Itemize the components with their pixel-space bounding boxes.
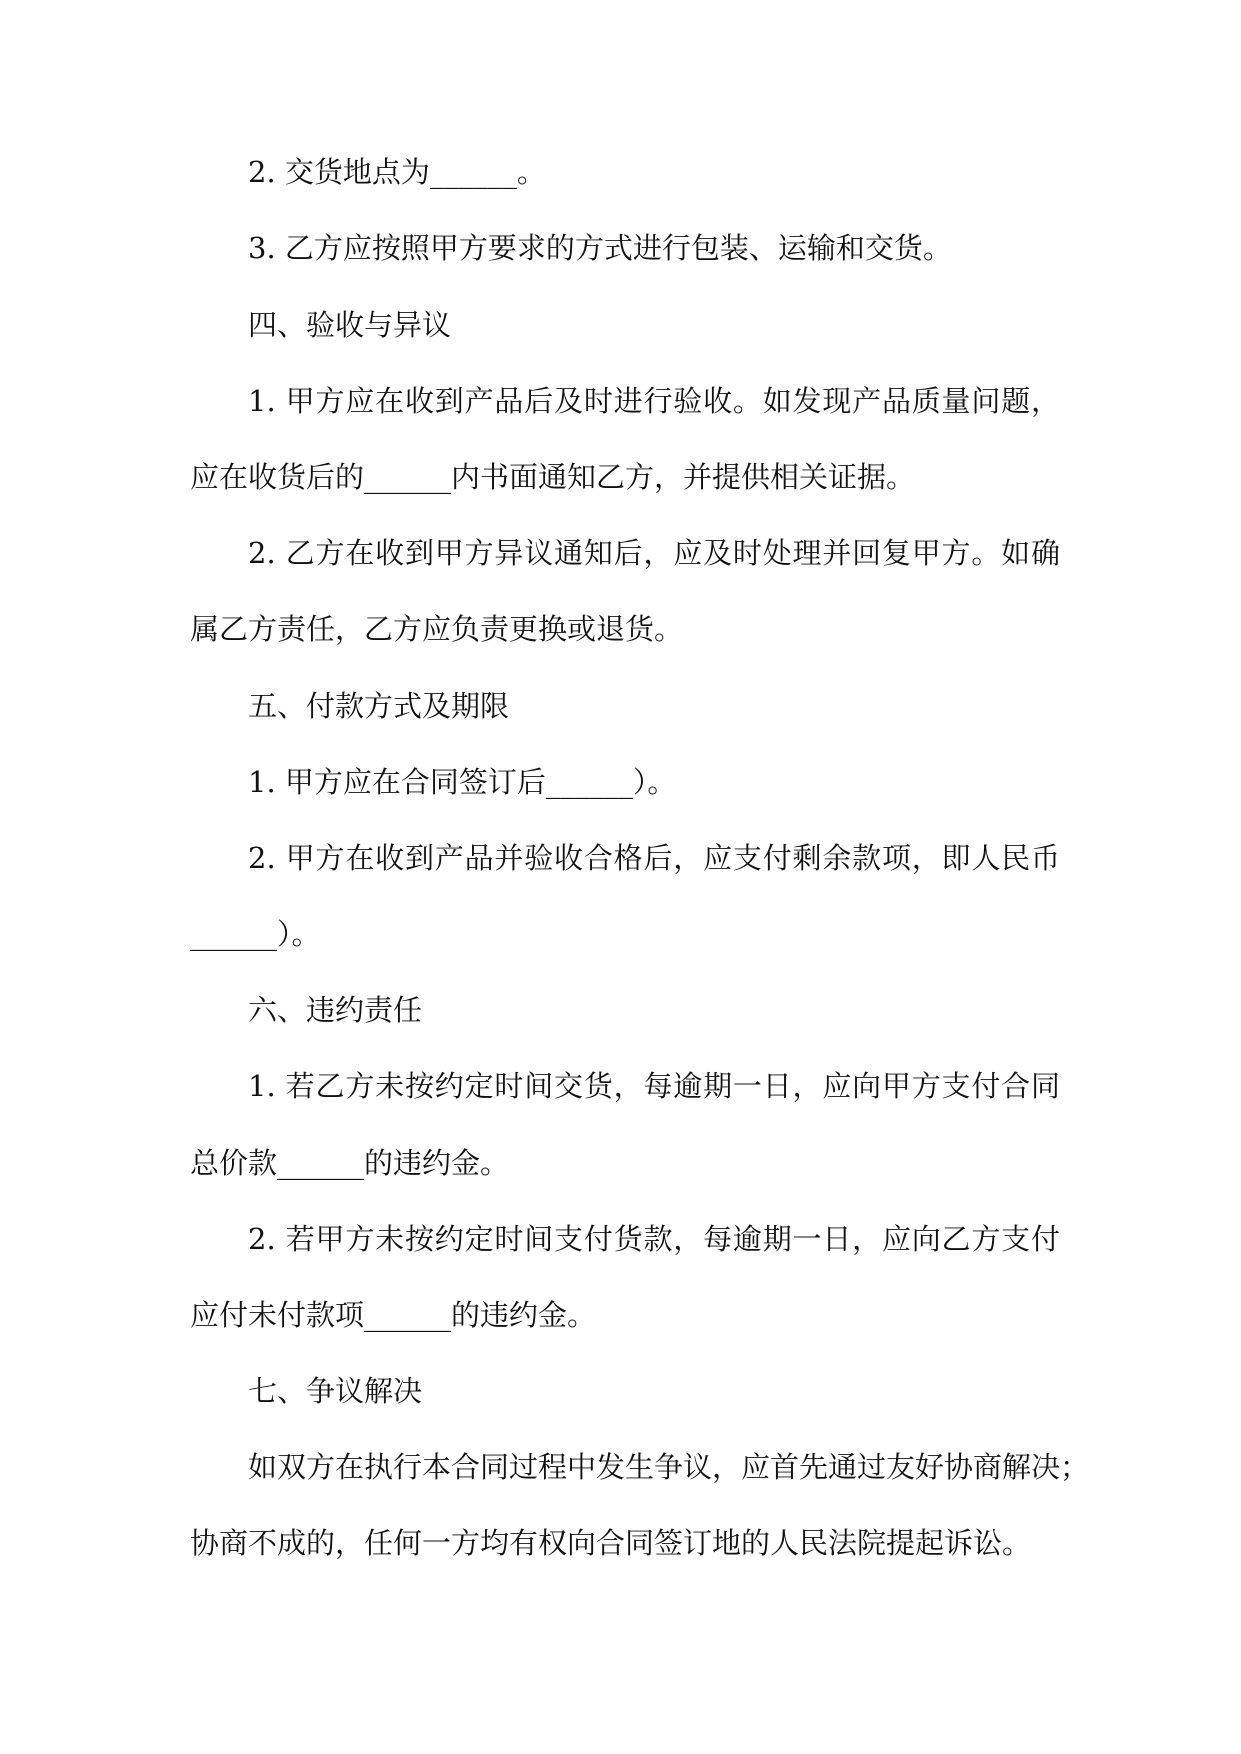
clause-4-2-delivery-location: 2. 交货地点为______。 [248, 155, 546, 189]
liability-clause-2-line-1: 2. 若甲方未按约定时间支付货款，每逾期一日，应向乙方支付 [248, 1222, 1060, 1256]
acceptance-clause-1-line-2: 应在收货后的______内书面通知乙方，并提供相关证据。 [190, 460, 916, 494]
acceptance-clause-2-line-2: 属乙方责任，乙方应负责更换或退货。 [190, 612, 684, 646]
payment-clause-2-line-1: 2. 甲方在收到产品并验收合格后，应支付剩余款项，即人民币 [248, 841, 1060, 875]
section-heading-payment: 五、付款方式及期限 [248, 689, 510, 723]
acceptance-clause-2-line-1: 2. 乙方在收到甲方异议通知后，应及时处理并回复甲方。如确 [248, 536, 1060, 570]
liability-clause-2-line-2: 应付未付款项______的违约金。 [190, 1298, 597, 1332]
section-heading-dispute: 七、争议解决 [248, 1374, 423, 1408]
dispute-clause-line-1: 如双方在执行本合同过程中发生争议，应首先通过友好协商解决； [248, 1450, 1090, 1484]
dispute-clause-line-2: 协商不成的，任何一方均有权向合同签订地的人民法院提起诉讼。 [190, 1526, 1032, 1560]
liability-clause-1-line-1: 1. 若乙方未按约定时间交货，每逾期一日，应向甲方支付合同 [248, 1069, 1060, 1103]
clause-4-3-packaging: 3. 乙方应按照甲方要求的方式进行包装、运输和交货。 [248, 231, 952, 265]
payment-clause-1: 1. 甲方应在合同签订后______）。 [248, 765, 677, 799]
section-heading-acceptance: 四、验收与异议 [248, 308, 452, 342]
liability-clause-1-line-2: 总价款______的违约金。 [190, 1146, 510, 1180]
acceptance-clause-1-line-1: 1. 甲方应在收到产品后及时进行验收。如发现产品质量问题， [248, 384, 1060, 418]
section-heading-liability: 六、违约责任 [248, 993, 423, 1027]
payment-clause-2-line-2: ______）。 [190, 917, 321, 951]
